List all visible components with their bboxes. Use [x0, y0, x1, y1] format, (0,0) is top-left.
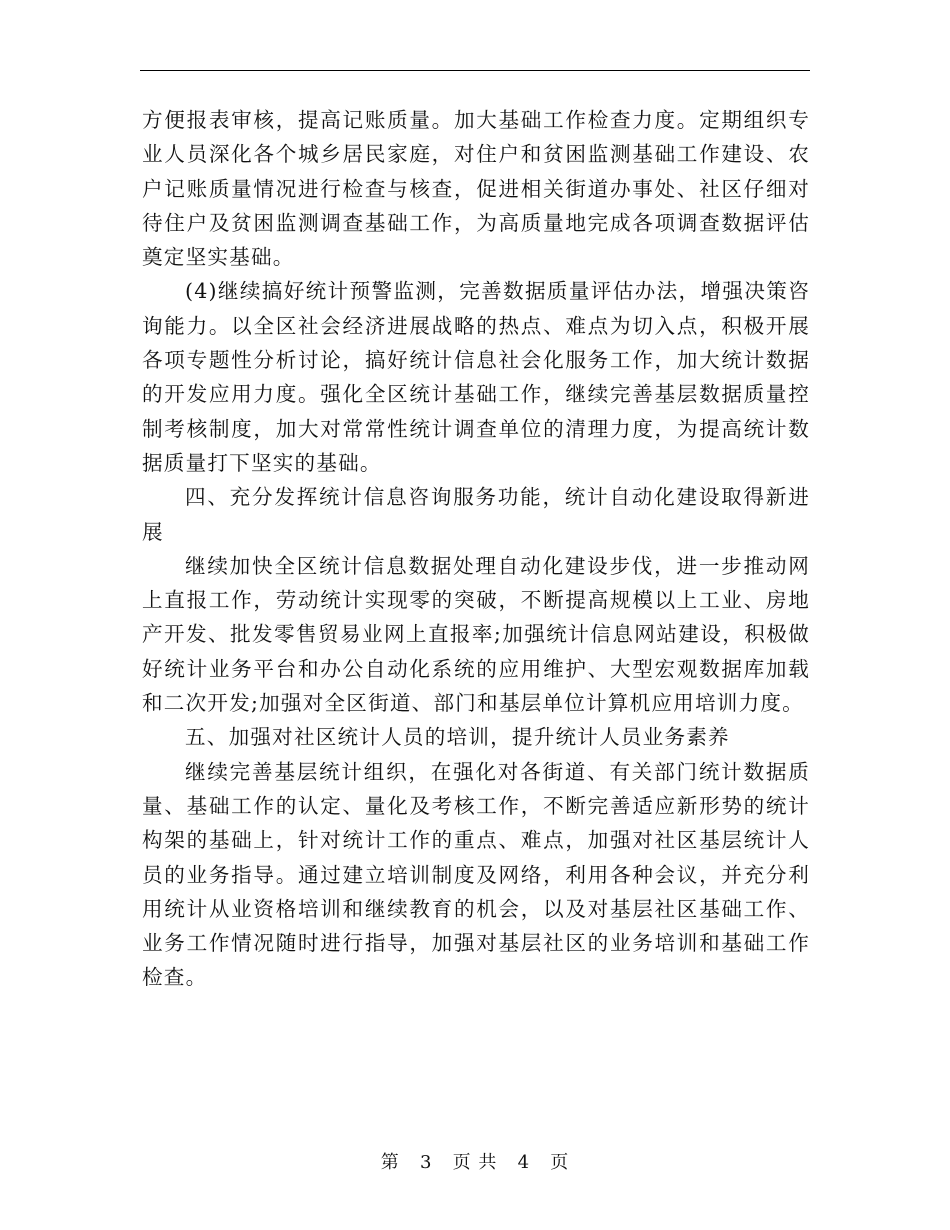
- document-body: [142, 103, 810, 995]
- page-label-suffix: 页: [550, 1152, 570, 1173]
- total-pages-number: 4: [517, 1152, 531, 1173]
- page-footer: [0, 1148, 950, 1174]
- paragraph-item-4: (4)继续搞好统计预警监测，完善数据质量评估办法，增强决策咨询能力。以全区社会经济进展战略的热点、难点为切入点，积极开展各项专题性分析讨论，搞好统计信息社会化服务工作，加大统计数据的开发应用力度。强化全区统计基础工作，继续完善基层数据质量控制考核制度，加大对常常性统计调查单位的清理力度，为提高统计数据质量打下坚实的基础。: [142, 279, 810, 475]
- header-rule: [140, 70, 810, 71]
- paragraph-continuation: 方便报表审核，提高记账质量。加大基础工作检查力度。定期组织专业人员深化各个城乡居民家庭，对住户和贫困监测基础工作建设、农户记账质量情况进行检查与核查，促进相关街道办事处、社区仔细对待住户及贫困监测调查基础工作，为高质量地完成各项调查数据评估奠定坚实基础。: [142, 108, 810, 270]
- paragraph-section-5-body: 继续完善基层统计组织，在强化对各街道、有关部门统计数据质量、基础工作的认定、量化及考核工作，不断完善适应新形势的统计构架的基础上，针对统计工作的重点、难点，加强对社区基层统计人员的业务指导。通过建立培训制度及网络，利用各种会议，并充分利用统计从业资格培训和继续教育的机会，以及对基层社区基础工作、业务工作情况随时进行指导，加强对基层社区的业务培训和基础工作检查。: [142, 759, 810, 990]
- current-page-number: 3: [419, 1152, 433, 1173]
- page-label-prefix: 第: [380, 1152, 400, 1173]
- paragraph-section-4-body: 继续加快全区统计信息数据处理自动化建设步伐，进一步推动网上直报工作，劳动统计实现零的突破，不断提高规模以上工业、房地产开发、批发零售贸易业网上直报率;加强统计信息网站建设，积极做好统计业务平台和办公自动化系统的应用维护、大型宏观数据库加载和二次开发;加强对全区街道、部门和基层单位计算机应用培训力度。: [142, 553, 810, 716]
- section-heading-5: 五、加强对社区统计人员的培训，提升统计人员业务素养: [185, 725, 730, 750]
- page-label-mid: 页 共: [452, 1152, 498, 1173]
- section-heading-4: 四、充分发挥统计信息咨询服务功能，统计自动化建设取得新进展: [142, 485, 810, 544]
